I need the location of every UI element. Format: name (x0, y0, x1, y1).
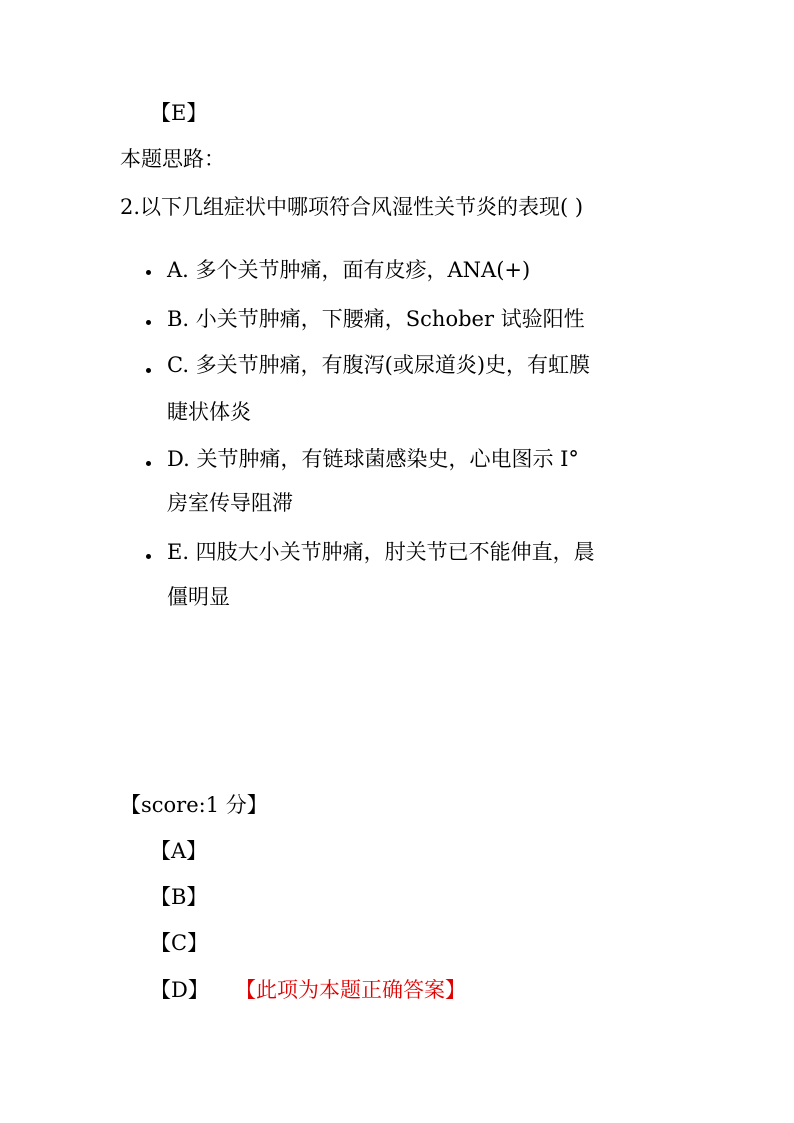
answer-d[interactable]: 【D】 (150, 978, 209, 1002)
bullet-icon (146, 461, 151, 466)
bullet-icon (146, 270, 151, 275)
answer-b[interactable]: 【B】 (150, 885, 208, 909)
option-c-text-cont: 睫状体炎 (167, 400, 251, 424)
bullet-icon (146, 368, 151, 373)
option-d-text: D. 关节肿痛，有链球菌感染史，心电图示 I° (167, 447, 579, 471)
option-a-text: A. 多个关节肿痛，面有皮疹，ANA(+) (167, 258, 531, 282)
option-d-text-cont: 房室传导阻滞 (167, 491, 293, 515)
answer-c[interactable]: 【C】 (150, 931, 209, 955)
option-c-text: C. 多关节肿痛，有腹泻(或尿道炎)史，有虹膜 (167, 353, 591, 377)
score-label: 【score:1 分】 (120, 793, 268, 817)
idea-label: 本题思路： (120, 147, 225, 171)
bullet-icon (146, 320, 151, 325)
option-e-text-cont: 僵明显 (167, 585, 230, 609)
option-e-text: E. 四肢大小关节肿痛，肘关节已不能伸直，晨 (167, 540, 595, 564)
option-b-text: B. 小关节肿痛，下腰痛，Schober 试验阳性 (167, 307, 585, 331)
bullet-icon (146, 554, 151, 559)
previous-answer: 【E】 (150, 101, 208, 125)
correct-answer-note: 【此项为本题正确答案】 (235, 978, 466, 1002)
question-stem: 2.以下几组症状中哪项符合风湿性关节炎的表现( ) (120, 195, 584, 219)
answer-a[interactable]: 【A】 (150, 839, 208, 863)
